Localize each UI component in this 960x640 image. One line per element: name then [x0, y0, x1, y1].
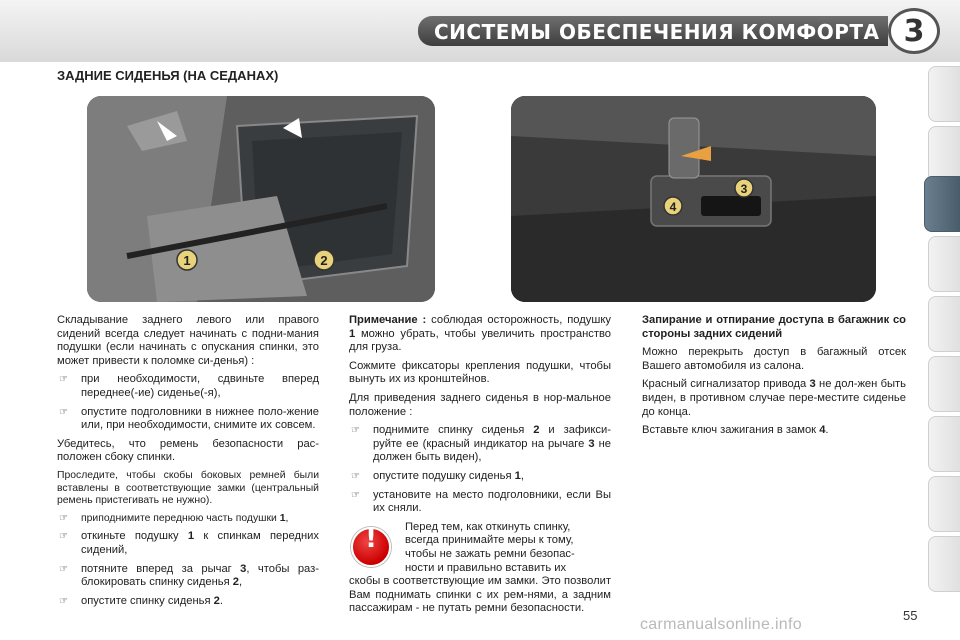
trunk-lock-photo	[511, 96, 876, 302]
chapter-tab-3-active[interactable]	[924, 176, 960, 232]
bullet-hand-icon: ☞	[351, 470, 360, 482]
bullet-item: ☞ опустите спинку сиденья 2.	[59, 594, 223, 607]
text-column-1	[57, 314, 319, 613]
chapter-tab-1[interactable]	[928, 66, 960, 122]
buckle-note: Проследите, чтобы скобы боковых ремней были вставлены в соответствующие замки (центральный ремень пристегивать не нужно).	[57, 469, 319, 507]
chapter-tab-6[interactable]	[928, 356, 960, 412]
bullet-hand-icon: ☞	[351, 489, 360, 501]
bullet-hand-icon: ☞	[59, 531, 68, 543]
trunk-access-p2: Красный сигнализатор привода 3 не дол-жен быть виден, в противном случае пере-местите сиденье до конца.	[642, 378, 906, 418]
callout-2-label: 2	[320, 253, 328, 268]
chapter-tab-7[interactable]	[928, 416, 960, 472]
callout-3-label: 3	[740, 182, 748, 196]
bullet-item: ☞ откиньте подушку 1 к спинкам передних сидений,	[59, 530, 319, 556]
text-column-3	[642, 314, 906, 443]
chapter-tab-5[interactable]	[928, 296, 960, 352]
note-paragraph: Примечание : соблюдая осторожность, подушку 1 можно убрать, чтобы увеличить пространство для груза.	[349, 314, 611, 354]
bullet-item: ☞ поднимите спинку сиденья 2 и зафикси-руйте ее (красный индикатор на рычаге 3 не должен быть виден),	[351, 424, 611, 464]
chapter-tab-8[interactable]	[928, 476, 960, 532]
chapter-tab-4[interactable]	[928, 236, 960, 292]
warning-text: Перед тем, как откинуть спинку, всегда принимайте меры к тому, чтобы не зажать ремни безопас- ности и правильно вставить их скобы в соответствующие им замки. Это позволит Вам поднимать спинки с их рем-нями, а задним пассажирам - не путать ремни безопасности.	[349, 520, 611, 615]
bullet-item: ☞ приподнимите переднюю часть подушки 1,	[59, 512, 289, 524]
trunk-access-p1: Можно перекрыть доступ в багажный отсек Вашего автомобиля из салона.	[642, 346, 906, 372]
chapter-number: 3	[903, 13, 925, 49]
callout-1-label: 1	[183, 253, 191, 268]
intro-paragraph: Складывание заднего левого или правого сидений всегда следует начинать с подни-мания подушки (если начинать с опускания спинки, это может привести к поломке си-денья) :	[57, 314, 319, 367]
chapter-tabs	[928, 66, 960, 626]
rear-seat-photo	[87, 96, 435, 302]
chapter-tab-9[interactable]	[928, 536, 960, 592]
chapter-tab-2[interactable]	[928, 126, 960, 182]
bullet-item: ☞ опустите подушку сиденья 1,	[351, 469, 525, 482]
chapter-title-bar	[418, 16, 888, 46]
callout-4-label: 4	[669, 200, 677, 214]
bullet-hand-icon: ☞	[59, 595, 68, 607]
page-number: 55	[903, 608, 918, 623]
section-title: ЗАДНИЕ СИДЕНЬЯ (НА СЕДАНАХ)	[57, 68, 279, 83]
warning-block	[349, 521, 611, 616]
watermark: carmanualsonline.info	[640, 616, 802, 633]
bullet-item: ☞ при необходимости, сдвиньте вперед переднее(-ие) сиденье(-я),	[59, 373, 319, 399]
bullet-hand-icon: ☞	[59, 374, 68, 386]
bullet-hand-icon: ☞	[351, 425, 360, 437]
bullet-hand-icon: ☞	[59, 406, 68, 418]
text-column-2	[349, 314, 611, 616]
trunk-access-p3: Вставьте ключ зажигания в замок 4.	[642, 424, 829, 437]
exclamation-icon: !	[351, 527, 391, 567]
rear-seat-illustration	[87, 96, 435, 302]
chapter-title: СИСТЕМЫ ОБЕСПЕЧЕНИЯ КОМФОРТА	[434, 20, 880, 44]
belt-note: Убедитесь, что ремень безопасности рас-положен сбоку спинки.	[57, 437, 319, 464]
trunk-access-title: Запирание и отпирание доступа в багажник со стороны задних сидений	[642, 314, 906, 340]
clips-paragraph: Сожмите фиксаторы крепления подушки, чтобы вынуть их из кронштейнов.	[349, 359, 611, 386]
bullet-item: ☞ установите на место подголовники, если Вы их сняли.	[351, 488, 611, 515]
bullet-item: ☞ опустите подголовники в нижнее поло-жение или, при необходимости, снимите их совсем.	[59, 405, 319, 432]
bullet-hand-icon: ☞	[59, 512, 68, 524]
chapter-number-badge	[888, 8, 940, 54]
bullet-hand-icon: ☞	[59, 563, 68, 575]
bullet-item: ☞ потяните вперед за рычаг 3, чтобы раз-блокировать спинку сиденья 2,	[59, 562, 319, 589]
restore-intro: Для приведения заднего сиденья в нор-мальное положение :	[349, 391, 611, 418]
trunk-lock-illustration	[511, 96, 876, 302]
